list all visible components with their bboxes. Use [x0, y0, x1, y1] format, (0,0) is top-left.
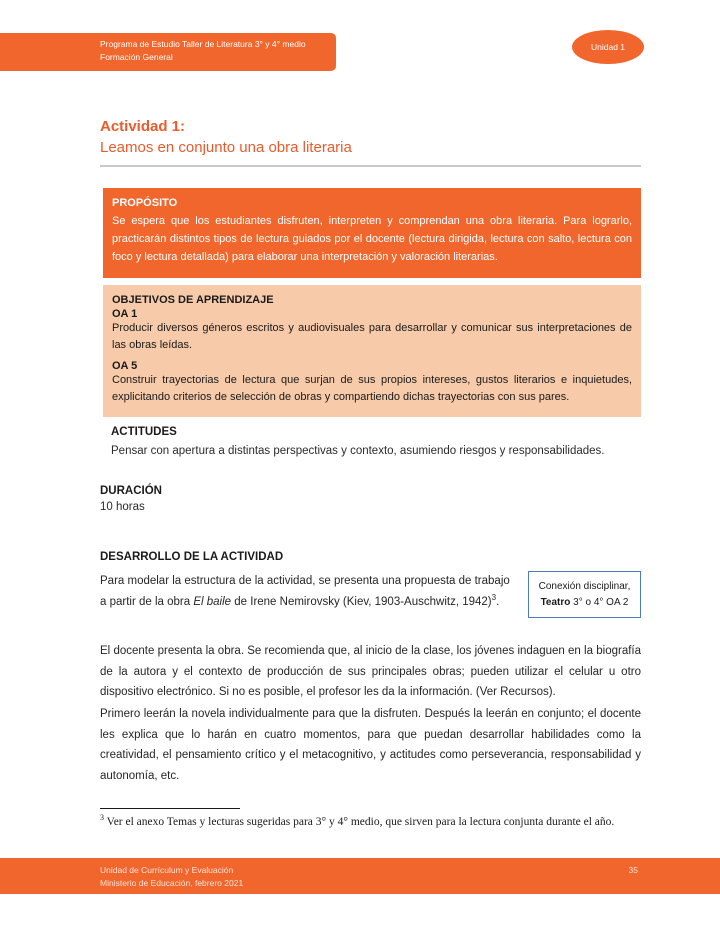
footer-line2: Ministerio de Educación, febrero 2021	[100, 878, 244, 889]
actitudes-section	[111, 426, 641, 460]
proposito-box	[103, 188, 641, 278]
activity-title-block	[100, 118, 641, 167]
desarrollo-paragraph-3: Primero leerán la novela individualmente para que la disfruten. Después la leerán en conjunto; el docente les explica que lo harán en cuatro momentos, para que puedan desarrollar habilidades como la creatividad, el pensamiento crítico y el metacognitivo, y actitudes como perseverancia, responsabilidad y autonomía, etc.	[100, 708, 641, 783]
proposito-body: Se espera que los estudiantes disfruten, interpreten y comprendan una obra literaria. Para lograrlo, practicarán distintos tipos de lectura guiados por el docente (lectura dirigida, lectura con salto, lectura con foco y lectura detallada) para elaborar una interpretación y valoración literarias.	[112, 215, 632, 263]
oa-code: OA 5	[112, 360, 138, 373]
desarrollo-heading: DESARROLLO DE LA ACTIVIDAD	[100, 551, 284, 563]
duracion-value: 10 horas	[100, 501, 145, 513]
footer-publisher	[100, 864, 243, 890]
work-title: El baile	[193, 595, 232, 608]
unit-badge	[572, 30, 644, 64]
oa-text: Construir trayectorias de lectura que surjan de sus propios intereses, gustos literarios e inquietudes, explicitando criterios de selección de obras y compartiendo dichas trayectorias con sus pares.	[112, 374, 632, 404]
activity-name: Leamos en conjunto una obra literaria	[100, 139, 352, 156]
footnote-separator	[100, 808, 240, 809]
conexion-subject: Teatro	[540, 596, 571, 608]
para1-text: Para modelar la estructura de la actividad, se presenta una propuesta de trabajo a partir de la obra	[100, 575, 510, 608]
footnote-text	[100, 814, 641, 832]
actitudes-heading: ACTITUDES	[111, 426, 177, 438]
header-program-band	[0, 33, 336, 71]
conexion-oa: 3° o 4° OA 2	[570, 596, 629, 608]
desarrollo-paragraph-2: El docente presenta la obra. Se recomienda que, al inicio de la clase, los jóvenes indaguen en la biografía de la autora y el contexto de producción de sus principales obras; pueden utilizar el celular u otro dispositivo electrónico. Si no es posible, el profesor les da la información. (Ver Recursos).	[100, 645, 641, 699]
conexion-disciplinar-box	[528, 571, 641, 618]
oa-text: Producir diversos géneros escritos y audiovisuales para desarrollar y comunicar sus interpretaciones de las obras leídas.	[112, 322, 632, 352]
footer-line1: Unidad de Currículum y Evaluación	[100, 865, 234, 875]
objetivo-item	[112, 308, 632, 354]
duracion-heading: DURACIÓN	[100, 485, 162, 497]
proposito-heading: PROPÓSITO	[112, 197, 178, 209]
objetivos-heading: OBJETIVOS DE APRENDIZAJE	[112, 294, 274, 306]
header-program-line1: Programa de Estudio Taller de Literatura 3° y 4° medio	[100, 39, 306, 49]
para1-text: de Irene Nemirovsky (Kiev, 1903-Auschwitz, 1942)	[231, 595, 492, 608]
header-program-line2: Formación General	[100, 52, 173, 63]
objetivos-box	[103, 285, 641, 417]
duracion-section	[100, 485, 162, 513]
activity-label: Actividad 1:	[100, 118, 186, 135]
footnote-body: Ver el anexo Temas y lecturas sugeridas para 3° y 4° medio, que sirven para la lectura conjunta durante el año.	[104, 816, 615, 828]
page-number: 35	[628, 865, 638, 875]
conexion-line2	[541, 595, 629, 611]
objetivo-item	[112, 360, 632, 406]
footnote-section	[100, 808, 641, 832]
footnote-reference: 3	[491, 592, 497, 602]
desarrollo-paragraph-row	[100, 571, 641, 618]
desarrollo-paragraph-1	[100, 571, 512, 618]
para1-text: .	[496, 595, 500, 608]
actitudes-body: Pensar con apertura a distintas perspectivas y contexto, asumiendo riesgos y responsabilidades.	[111, 445, 605, 457]
conexion-line1: Conexión disciplinar,	[538, 580, 631, 592]
oa-code: OA 1	[112, 308, 138, 320]
footer-band	[0, 858, 720, 894]
unit-badge-label: Unidad 1	[590, 42, 626, 52]
footnote-marker: 3	[100, 813, 104, 823]
